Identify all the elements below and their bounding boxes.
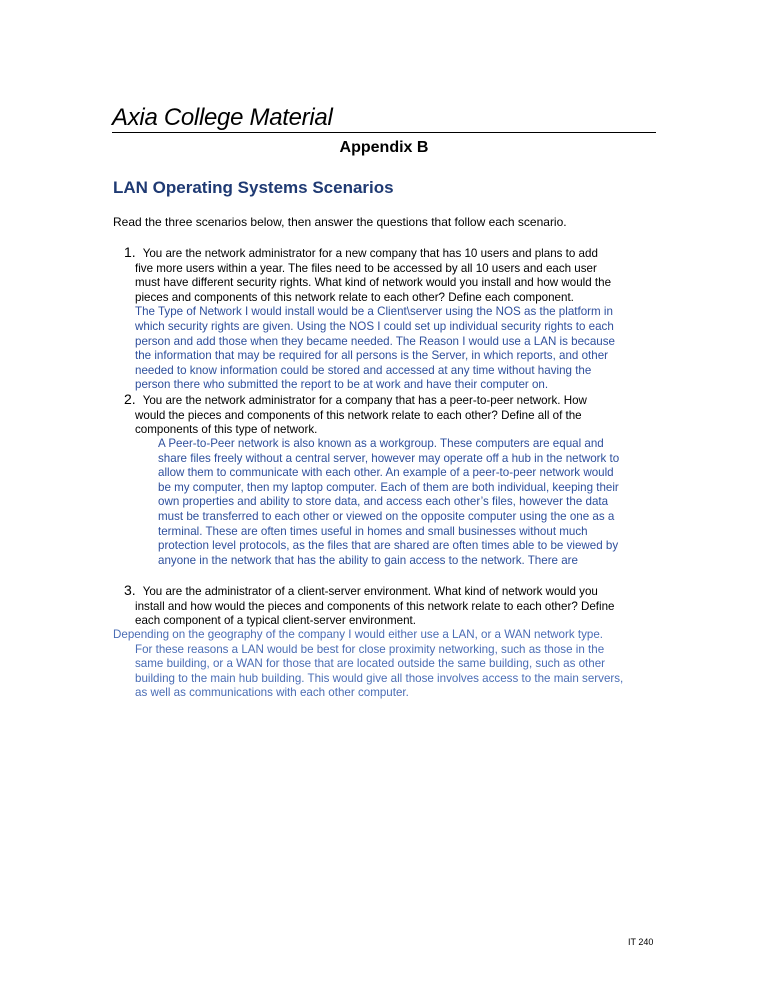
question-2-line: components of this type of network. xyxy=(135,423,318,437)
question-3 xyxy=(124,582,615,629)
question-1-text: You are the network administrator for a new company that has 10 users and plans to add xyxy=(142,247,598,260)
question-2-text: You are the network administrator for a company that has a peer-to-peer network. How xyxy=(142,394,587,407)
answer-1-line: the information that may be required for all persons is the Server, in which reports, and other xyxy=(135,349,609,363)
answer-2-line: allow them to communicate with each other. An example of a peer-to-peer network would xyxy=(158,466,614,480)
intro-text: Read the three scenarios below, then answer the questions that follow each scenario. xyxy=(113,215,567,229)
answer-2-line: be my computer, then my laptop computer. Each of them are both individual, keeping their xyxy=(158,480,619,494)
question-1-number: 1. xyxy=(124,244,136,260)
answer-1-line: which security rights are given. Using the NOS I could set up individual security rights to each xyxy=(135,319,614,333)
question-2-line: would the pieces and components of this network relate to each other? Define all of the xyxy=(135,408,582,422)
question-1 xyxy=(124,244,615,393)
question-3-text: You are the administrator of a client-server environment. What kind of network would you xyxy=(142,585,598,598)
question-2-line xyxy=(124,392,587,409)
answer-2-line: anyone in the network that has the ability to gain access to the network. There are xyxy=(158,553,578,567)
section-heading: LAN Operating Systems Scenarios xyxy=(113,178,394,197)
answer-2-line: A Peer-to-Peer network is also known as a workgroup. These computers are equal and xyxy=(158,437,604,450)
answer-3-line: same building, or a WAN for those that are located outside the same building, such as other xyxy=(135,657,606,671)
question-2 xyxy=(124,391,587,438)
answer-3 xyxy=(113,628,623,701)
question-1-line: pieces and components of this network relate to each other? Define each component. xyxy=(135,290,574,304)
question-1-line xyxy=(124,245,615,262)
question-3-line xyxy=(124,583,615,600)
answer-2-line: share files freely without a central server, however may operate off a hub in the network to xyxy=(158,451,620,465)
header-title: Axia College Material xyxy=(112,104,333,131)
answer-2 xyxy=(158,437,619,568)
answer-3-line: Depending on the geography of the company I would either use a LAN, or a WAN network type. xyxy=(113,628,604,641)
answer-3-line: building to the main hub building. This would give all those involves access to the main servers, xyxy=(135,671,624,685)
answer-1-line: needed to know information could be stored and accessed at any time without having the xyxy=(135,363,592,377)
footer-course-code: IT 240 xyxy=(628,937,654,947)
answer-3-line: For these reasons a LAN would be best for close proximity networking, such as those in the xyxy=(135,642,605,656)
answer-1-line: person and add those when they became needed. The Reason I would use a LAN is because xyxy=(135,334,615,348)
question-1-line: five more users within a year. The files need to be accessed by all 10 users and each user xyxy=(135,261,597,275)
question-3-line: each component of a typical client-server environment. xyxy=(135,614,416,628)
question-3-line: install and how would the pieces and components of this network relate to each other? Define xyxy=(135,599,615,613)
header-rule xyxy=(112,132,656,133)
appendix-title: Appendix B xyxy=(339,139,429,156)
answer-2-line: protection level protocols, as the files that are shared are often times able to be viewed by xyxy=(158,539,619,553)
answer-2-line: own properties and ability to store data, and access each other’s files, however the data xyxy=(158,495,609,509)
answer-2-line: terminal. These are often times useful in homes and small businesses without much xyxy=(158,524,588,538)
question-3-number: 3. xyxy=(124,582,136,598)
answer-1-line: The Type of Network I would install would be a Client\server using the NOS as the platform in xyxy=(135,305,613,319)
answer-2-line: must be transferred to each other or viewed on the opposite computer using the one as a xyxy=(158,509,615,523)
question-1-line: must have different security rights. What kind of network would you install and how would the xyxy=(135,276,612,290)
question-2-number: 2. xyxy=(124,391,136,407)
answer-3-line: as well as communications with each other computer. xyxy=(135,686,409,700)
answer-1-line: person there who submitted the report to be at work and have their computer on. xyxy=(135,378,549,392)
